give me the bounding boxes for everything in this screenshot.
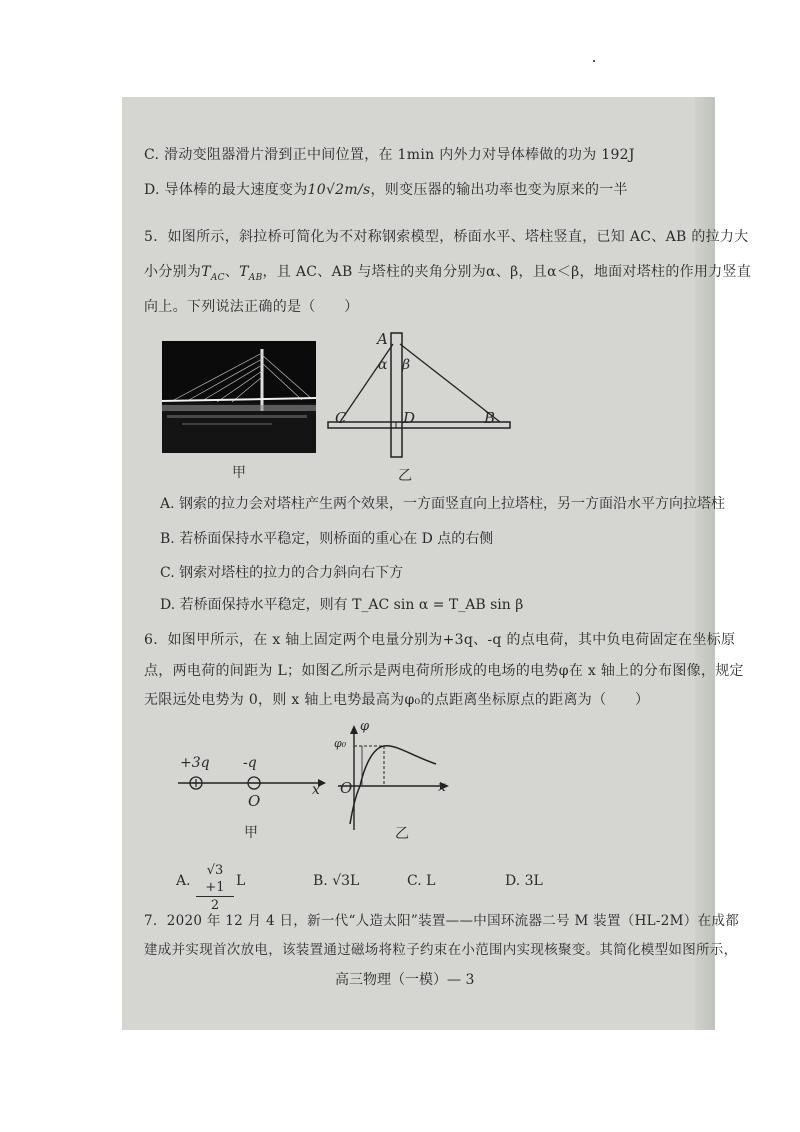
q5-tab-symbol: T (239, 264, 249, 280)
origin-label-jia: O (248, 792, 261, 810)
q6-option-a-denominator: 2 (210, 898, 220, 913)
origin-label-yi: O (340, 779, 353, 797)
q6-option-a-suffix: L (236, 873, 246, 889)
tower (391, 333, 402, 457)
q6-option-d: D. 3L (505, 873, 543, 889)
q6-line3: 无限远处电势为 0，则 x 轴上电势最高为φ₀的点距离坐标原点的距离为（ ） (144, 692, 650, 708)
page-footer: 高三物理（一模）— 3 (335, 972, 475, 988)
label-a: A (377, 330, 388, 348)
q5-sep: 、 (224, 264, 240, 280)
potential-curve (350, 746, 436, 824)
q6-option-b: B. √3L (313, 873, 360, 889)
q6-potential-graph (328, 722, 458, 832)
label-b: B (484, 409, 496, 427)
q5-option-c: C. 钢索对塔柱的拉力的合力斜向右下方 (160, 565, 404, 581)
q5-tab-sub: AB (248, 272, 263, 283)
q6-option-a-prefix: A. (176, 873, 191, 889)
q5-option-a: A. 钢索的拉力会对塔柱产生两个效果，一方面竖直向上拉塔柱，另一方面沿水平方向拉塔柱 (160, 496, 726, 512)
q6-caption-yi: 乙 (395, 826, 409, 842)
q5-tac-symbol: T (201, 264, 211, 280)
q5-line3: 向上。下列说法正确的是（ ） (144, 299, 359, 315)
label-d: D (403, 409, 416, 427)
q5-text-end: ，且 AC、AB 与塔柱的夹角分别为α、β，且α＜β，地面对塔柱的作用力竖直 (262, 264, 752, 280)
plus-charge-label: +3q (180, 755, 210, 771)
q5-caption-yi: 乙 (398, 468, 412, 484)
q6-option-c: C. L (407, 873, 436, 889)
q6-line2: 点，两电荷的间距为 L；如图乙所示是两电荷所形成的电场的电势φ在 x 轴上的分布图像，规定 (144, 663, 744, 679)
deck (328, 422, 510, 428)
q5-line2 (144, 262, 751, 288)
q5-option-d: D. 若桥面保持水平稳定，则有 T_AC sin α = T_AB sin β (160, 597, 524, 613)
q5-text: 小分别为 (144, 264, 202, 280)
q6-line1: 6．如图甲所示，在 x 轴上固定两个电量分别为+3q、-q 的点电荷，其中负电荷固定在坐标原 (144, 632, 736, 648)
q6-option-a-fraction (196, 862, 234, 914)
option-d-text-end: ，则变压器的输出功率也变为原来的一半 (370, 182, 628, 198)
speck (593, 60, 595, 62)
cable-ac (340, 344, 393, 422)
q7-line2: 建成并实现首次放电，该装置通过磁场将粒子约束在小范围内实现核聚变。其简化模型如图所示， (144, 942, 738, 958)
phi-label: φ (360, 719, 370, 734)
q5-diagram (320, 330, 520, 460)
x-label-jia: x (312, 782, 320, 798)
label-beta: β (402, 357, 411, 373)
option-d-value: 10√2m/s (307, 182, 371, 198)
q7-line1: 7．2020 年 12 月 4 日，新一代“人造太阳”装置——中国环流器二号 M 装置（HL-2M）在成都 (144, 913, 739, 929)
label-c: C (335, 409, 347, 427)
option-d-text: D. 导体棒的最大速度变为 (144, 182, 308, 198)
q5-tac-sub: AC (210, 272, 225, 283)
bridge-photo (162, 341, 316, 453)
q5-line1: 5．如图所示，斜拉桥可简化为不对称钢索模型，桥面水平、塔柱竖直，已知 AC、AB 的拉力大 (144, 229, 749, 245)
x-label-yi: x (438, 779, 446, 795)
minus-charge-label: -q (243, 755, 257, 771)
q6-caption-jia: 甲 (244, 825, 258, 841)
label-alpha: α (378, 357, 388, 373)
q5-option-b: B. 若桥面保持水平稳定，则桥面的重心在 D 点的右侧 (160, 531, 494, 547)
option-d-previous (144, 180, 628, 200)
q6-option-a-numerator: √3 +1 (196, 862, 234, 897)
bridge-photo-drawing (162, 341, 316, 453)
q5-caption-jia: 甲 (232, 465, 246, 481)
phi0-label: φ₀ (334, 737, 347, 750)
option-c-previous: C. 滑动变阻器滑片滑到正中间位置，在 1min 内外力对导体棒做的功为 192J (144, 147, 635, 163)
